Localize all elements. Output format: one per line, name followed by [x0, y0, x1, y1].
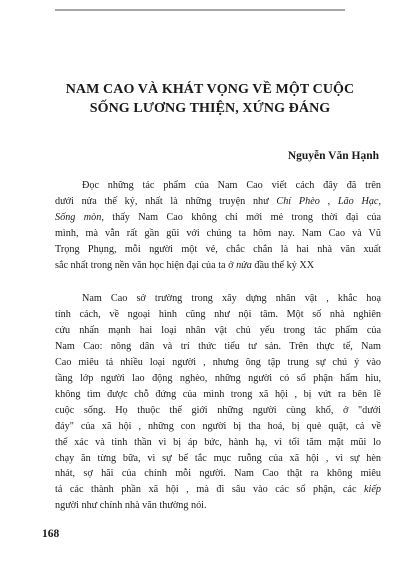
paragraph-2-line: Nam Cao sở trường trong xây dựng nhân vật , khắc hoạ [82, 293, 381, 304]
paragraph-2-line: thể xác và tinh thần vì bị áp bức, hành hạ, vì tối tăm mặt mũi lo [55, 436, 381, 448]
paragraph-2-line: chạy ăn từng bữa, vì sự bế tắc mục ruỗng của xã hội , vì sự hèn [55, 452, 381, 464]
paragraph-2-line: đáy" của xã hội , những con người bị tha hoá, bị què quặt, cả về [55, 420, 381, 432]
paragraph-2 [55, 291, 381, 514]
paragraph-1-line: sắc nhất trong nền văn học hiện đại của ta ở nửa đầu thế kỷ XX [55, 259, 315, 271]
paragraph-2-line: Cao miêu tả nhiều loại người , nhưng ông tập trung sự chú ý vào [55, 356, 381, 368]
paragraph-2-line: người như chính nhà văn thường nói. [55, 500, 207, 512]
paragraph-2-line: cuộc sống. Họ thuộc thế giới những người cùng khổ, ở "dưới [55, 404, 381, 416]
author-name: Nguyễn Văn Hạnh [287, 150, 379, 162]
paragraph-1-line: mình, mà vẫn rất gần gũi với chúng ta hôm nay. Nam Cao và Vũ [55, 227, 381, 239]
top-scan-rule [55, 9, 345, 11]
title-line-2: SỐNG LƯƠNG THIỆN, XỨNG ĐÁNG [89, 101, 331, 116]
paragraph-2-line: tả các thành phần xã hội , mà đi sâu vào các số phận, các kiếp [55, 484, 381, 496]
paragraph-1-line: Sống mòn, thấy Nam Cao không chỉ mới mẻ trong thời đại của [55, 211, 382, 223]
paragraph-2-line: tầng lớp người lao động nghèo, những người có số phận hẩm hiu, [55, 372, 381, 384]
page-number: 168 [42, 528, 60, 540]
paragraph-2-line: tính cách, về ngoại hình cũng như nội tâm. Một số nhà nghiên [55, 308, 381, 320]
paragraph-2-line: cứu nhấn mạnh hai loại nhân vật chủ yếu trong tác phẩm của [55, 324, 381, 336]
paragraph-2-line: nhát, sợ hãi của chính mỗi người. Nam Cao thật ra không miêu [55, 468, 381, 480]
paragraph-1-line: Đọc những tác phẩm của Nam Cao viết cách đây đã trên [82, 180, 381, 191]
paragraph-1-line: Trọng Phụng, mỗi người một vẻ, chắc chắn là hai nhà văn xuất [55, 243, 381, 255]
paragraph-1-line: dưới nửa thế kỷ, nhất là những truyện như Chí Phèo , Lão Hạc, [55, 195, 381, 207]
paragraph-1 [55, 178, 381, 274]
paragraph-2-line: Nam Cao: nông dân và trí thức tiểu tư sản. Trên thực tế, Nam [55, 340, 381, 352]
title-line-1: NAM CAO VÀ KHÁT VỌNG VỀ MỘT CUỘC [65, 82, 355, 97]
paragraph-2-line: không tìm được chỗ đứng của mình trong xã hội , bị vứt ra bên lề [55, 388, 381, 400]
article-title [40, 80, 380, 118]
